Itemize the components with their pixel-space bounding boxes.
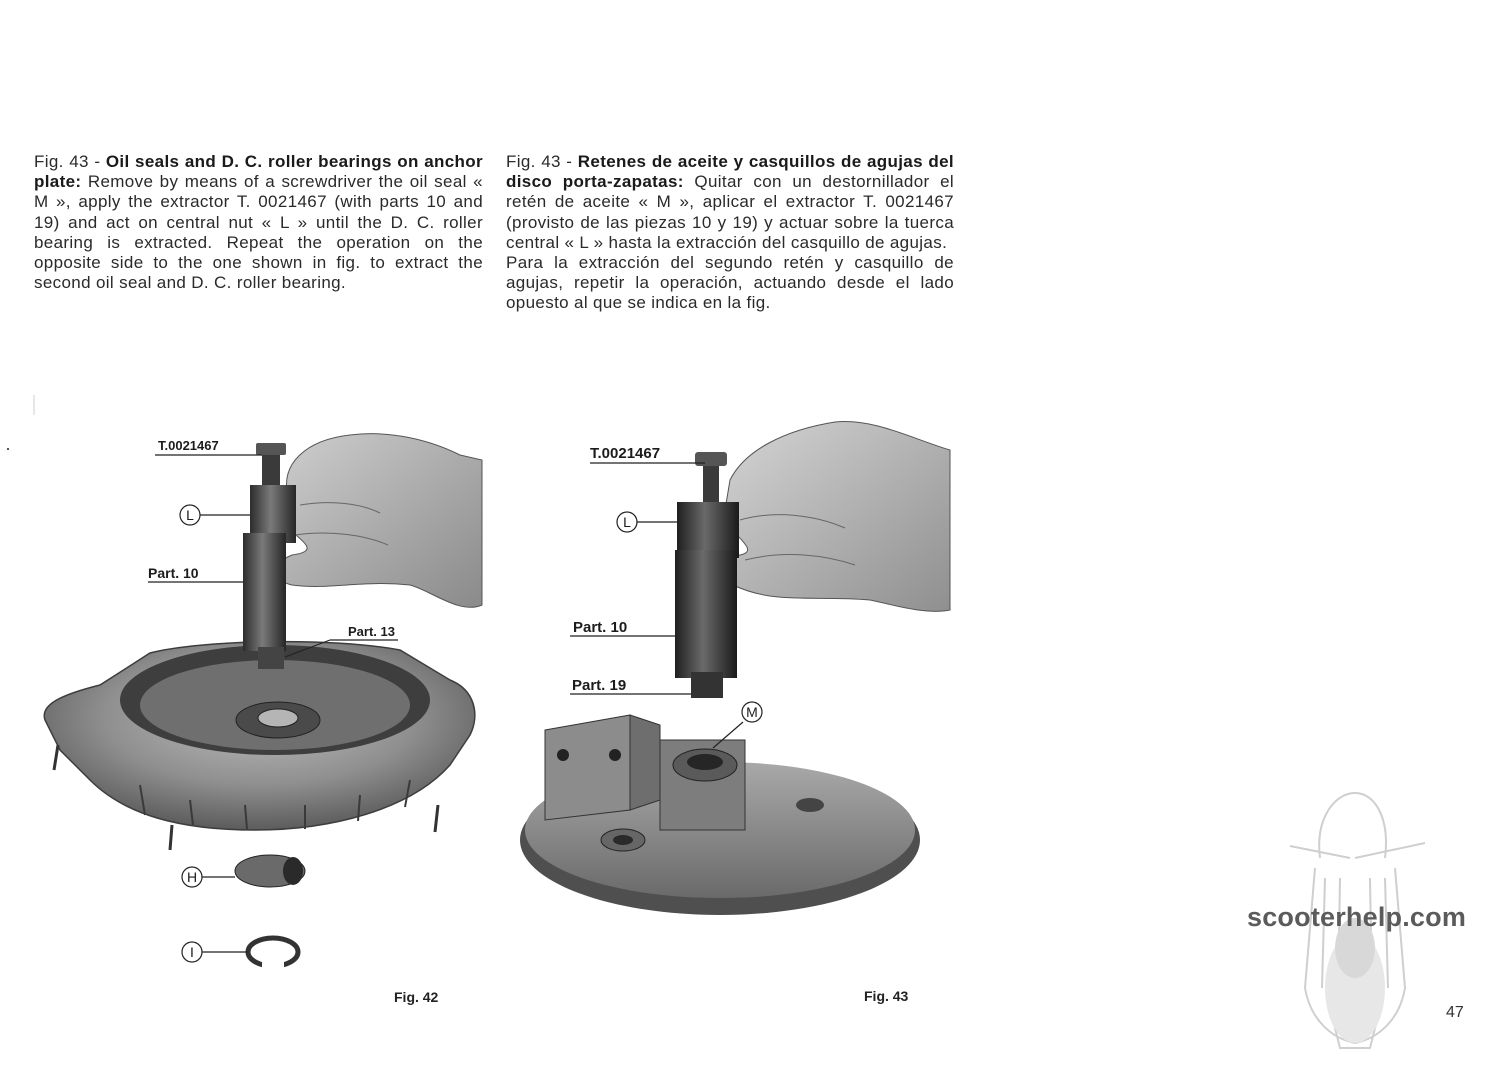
- label-nut: L: [186, 507, 194, 523]
- figure-43-illustration: [515, 410, 960, 920]
- fig-ref: Fig. 43 -: [34, 152, 106, 171]
- text-column-spanish: [506, 152, 954, 314]
- fig-ref: Fig. 43 -: [506, 152, 578, 171]
- label-tool: T.0021467: [590, 445, 661, 462]
- body-text: Quitar con un destornillador el retén de aceite « M », aplicar el extractor T. 0021467 (provisto de las piezas 10 y 19) y actuar sobre la tuerca central « L » hasta la extracción del casquillo de agujas.: [506, 172, 955, 252]
- label-tool: [158, 438, 219, 453]
- text-column-english: [34, 152, 483, 293]
- paragraph-spanish: [506, 152, 954, 253]
- label-part13: Part. 13: [348, 624, 395, 639]
- page-number: 47: [1446, 1004, 1464, 1021]
- paragraph-english: [34, 152, 483, 293]
- label-seal: M: [746, 704, 758, 720]
- watermark-text: scooterhelp.com: [1247, 902, 1467, 932]
- label-bearing: H: [186, 869, 198, 885]
- label-nut: L: [623, 514, 631, 530]
- label-circlip: I: [190, 944, 194, 960]
- svg-text:T.0021467: T.0021467: [158, 438, 219, 453]
- figure-42-caption: Fig. 42: [394, 989, 439, 1005]
- scan-speck: [7, 448, 9, 450]
- label-part10: Part. 10: [148, 565, 199, 581]
- section-heading: Oil seals and D. C. roller bearings on anchor plate:: [34, 152, 483, 192]
- paragraph-spanish-2: Para la extracción del segundo retén y casquillo de agujas, repetir la operación, actuando desde el lado opuesto al que se indica en la fig.: [506, 253, 954, 313]
- figure-42-illustration: [30, 385, 490, 985]
- label-part19: Part. 19: [572, 677, 627, 694]
- figure-43-caption: Fig. 43: [864, 988, 909, 1004]
- section-heading: Retenes de aceite y casquillos de agujas del disco porta-zapatas:: [506, 152, 954, 192]
- label-part10: Part. 10: [573, 619, 628, 636]
- body-text: Remove by means of a screwdriver the oil seal « M », apply the extractor T. 0021467 (with parts 10 and 19) and act on central nut « L » until the D. C. roller bearing is extracted. Repeat the operation on the opposite side to the one shown in fig. to extract the second oil seal and D. C. roller bearing.: [34, 172, 483, 293]
